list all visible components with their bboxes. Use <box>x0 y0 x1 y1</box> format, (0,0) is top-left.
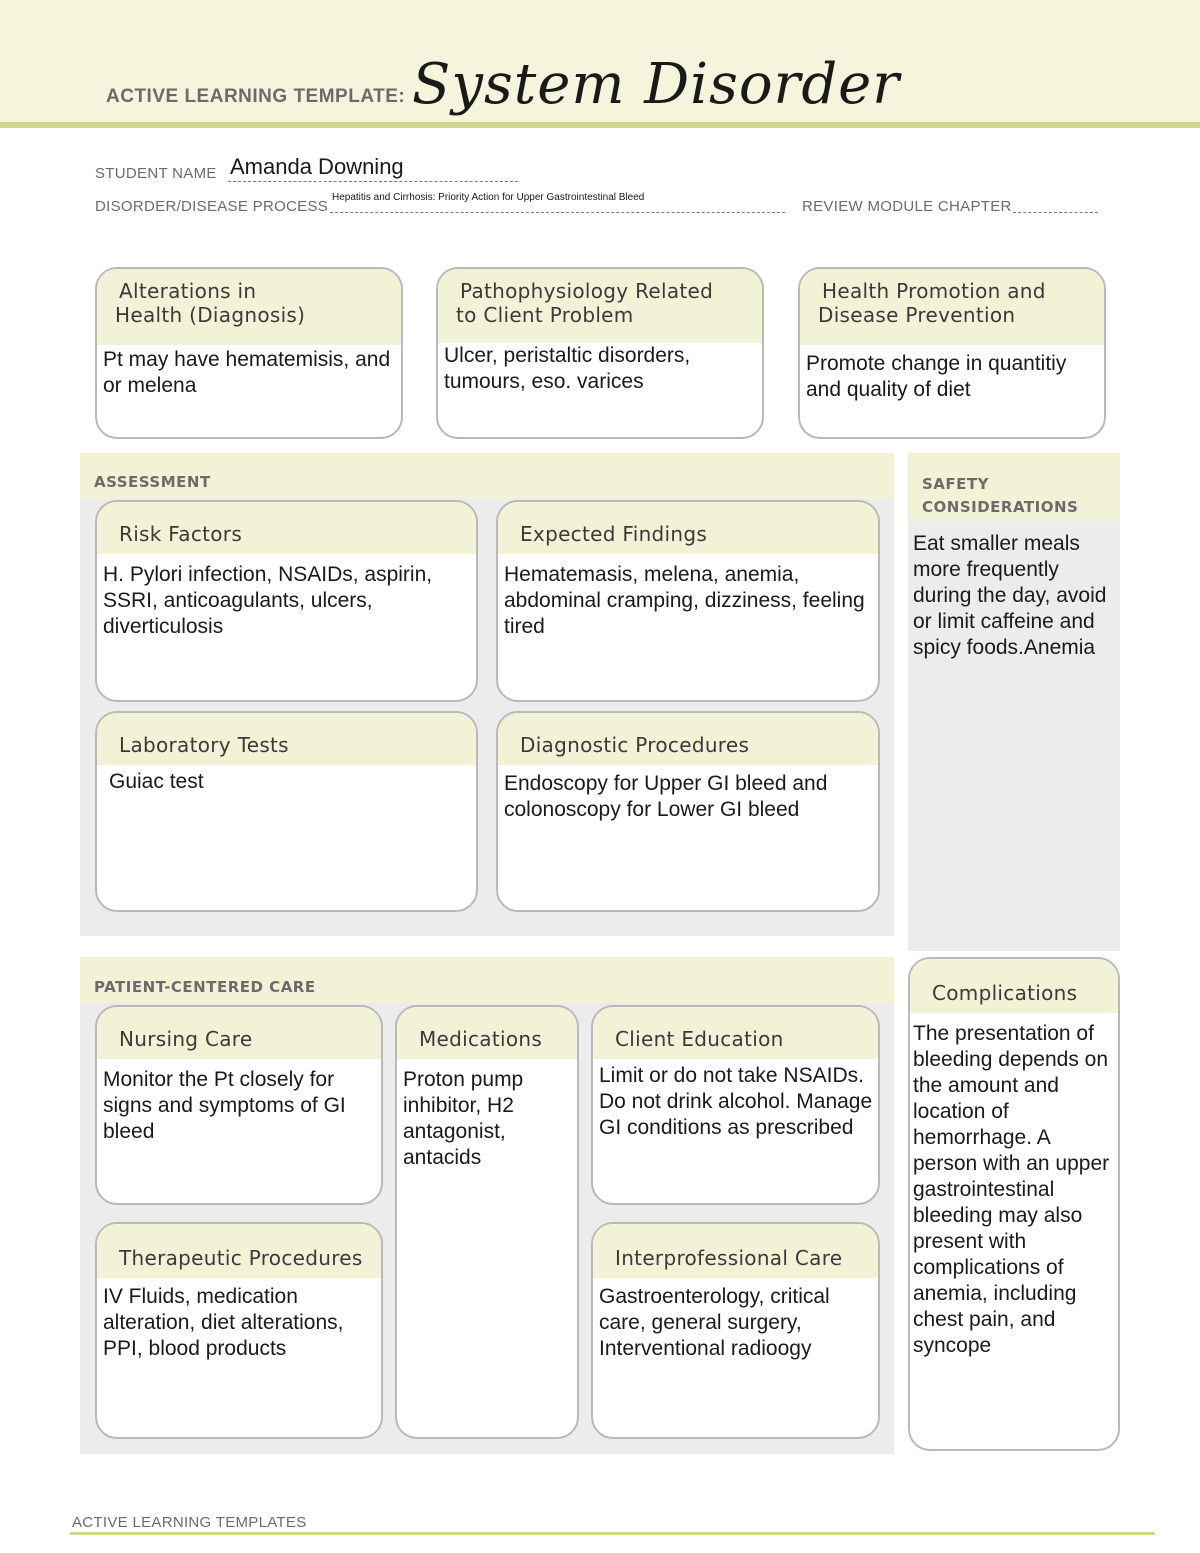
expected-findings-body: Hematemasis, melena, anemia, abdominal cramping, dizziness, feeling tired <box>504 563 865 638</box>
review-chapter-field[interactable] <box>1013 193 1098 213</box>
pathophysiology-box <box>436 267 764 439</box>
complications-box <box>908 957 1120 1451</box>
pathophysiology-header <box>438 269 762 343</box>
health-promotion-title-2: Disease Prevention <box>818 303 1016 327</box>
footer-text: ACTIVE LEARNING TEMPLATES <box>72 1514 307 1531</box>
safety-section <box>908 453 1120 951</box>
safety-label <box>922 473 1078 519</box>
alterations-box <box>95 267 403 439</box>
safety-label-line-2: CONSIDERATIONS <box>922 498 1079 516</box>
laboratory-tests-box <box>95 711 478 912</box>
risk-factors-body: H. Pylori infection, NSAIDs, aspirin, SSRI, anticoagulants, ulcers, diverticulosis <box>103 563 433 638</box>
alterations-body: Pt may have hematemisis, and or melena <box>103 348 391 397</box>
nursing-care-title: Nursing Care <box>97 1007 381 1059</box>
header-divider <box>0 122 1200 128</box>
review-chapter-label: REVIEW MODULE CHAPTER <box>802 198 1012 215</box>
pathophysiology-title-2: to Client Problem <box>456 303 634 327</box>
student-name-label: STUDENT NAME <box>95 165 217 182</box>
interprofessional-care-title: Interprofessional Care <box>593 1224 878 1278</box>
client-education-box <box>591 1005 880 1205</box>
health-promotion-title-1: Health Promotion and <box>822 279 1046 303</box>
client-education-body: Limit or do not take NSAIDs. Do not drink alcohol. Manage GI conditions as prescribed <box>599 1064 873 1139</box>
disorder-label: DISORDER/DISEASE PROCESS <box>95 198 329 215</box>
nursing-care-body: Monitor the Pt closely for signs and symptoms of GI bleed <box>103 1068 346 1143</box>
medications-box <box>395 1005 579 1439</box>
assessment-label: ASSESSMENT <box>94 473 211 491</box>
risk-factors-box <box>95 500 478 702</box>
template-label: ACTIVE LEARNING TEMPLATE: <box>106 86 406 107</box>
expected-findings-box <box>496 500 880 702</box>
health-promotion-box <box>798 267 1106 439</box>
laboratory-tests-body: Guiac test <box>109 770 204 793</box>
therapeutic-procedures-box <box>95 1222 383 1439</box>
alterations-title-2: Health (Diagnosis) <box>115 303 306 327</box>
medications-title: Medications <box>397 1007 577 1059</box>
footer-divider <box>70 1532 1155 1535</box>
complications-title: Complications <box>910 959 1118 1013</box>
patient-care-label: PATIENT-CENTERED CARE <box>94 978 316 996</box>
alterations-title-1: Alterations in <box>119 279 257 303</box>
student-name-field[interactable] <box>228 154 518 182</box>
safety-body: Eat smaller meals more frequently during the day, avoid or limit caffeine and spicy foods.Anemia <box>913 532 1107 659</box>
health-promotion-header <box>800 269 1104 345</box>
therapeutic-procedures-title: Therapeutic Procedures <box>97 1224 381 1278</box>
disorder-field[interactable] <box>330 193 785 213</box>
expected-findings-title: Expected Findings <box>498 502 878 554</box>
pathophysiology-body: Ulcer, peristaltic disorders, tumours, eso. varices <box>444 344 691 393</box>
therapeutic-procedures-body: IV Fluids, medication alteration, diet alterations, PPI, blood products <box>103 1285 344 1360</box>
diagnostic-procedures-box <box>496 711 880 912</box>
student-name-value: Amanda Downing <box>230 154 404 179</box>
interprofessional-care-body: Gastroenterology, critical care, general surgery, Interventional radioogy <box>599 1285 830 1360</box>
pathophysiology-title-1: Pathophysiology Related <box>460 279 714 303</box>
risk-factors-title: Risk Factors <box>97 502 476 554</box>
medications-body: Proton pump inhibitor, H2 antagonist, antacids <box>403 1068 524 1169</box>
laboratory-tests-title: Laboratory Tests <box>97 713 476 765</box>
disorder-value: Hepatitis and Cirrhosis: Priority Action for Upper Gastrointestinal Bleed <box>332 192 645 203</box>
safety-label-line-1: SAFETY <box>922 475 989 493</box>
alterations-header <box>97 269 401 345</box>
nursing-care-box <box>95 1005 383 1205</box>
diagnostic-procedures-body: Endoscopy for Upper GI bleed and colonoscopy for Lower GI bleed <box>504 772 828 821</box>
client-education-title: Client Education <box>593 1007 878 1059</box>
health-promotion-body: Promote change in quantitiy and quality of diet <box>806 352 1067 401</box>
template-title: System Disorder <box>412 52 901 117</box>
diagnostic-procedures-title: Diagnostic Procedures <box>498 713 878 765</box>
interprofessional-care-box <box>591 1222 880 1439</box>
complications-body: The presentation of bleeding depends on the amount and location of hemorrhage. A person with an upper gastrointestinal bleeding may also present with complications of anemia, including chest pain, and syncope <box>913 1022 1110 1357</box>
